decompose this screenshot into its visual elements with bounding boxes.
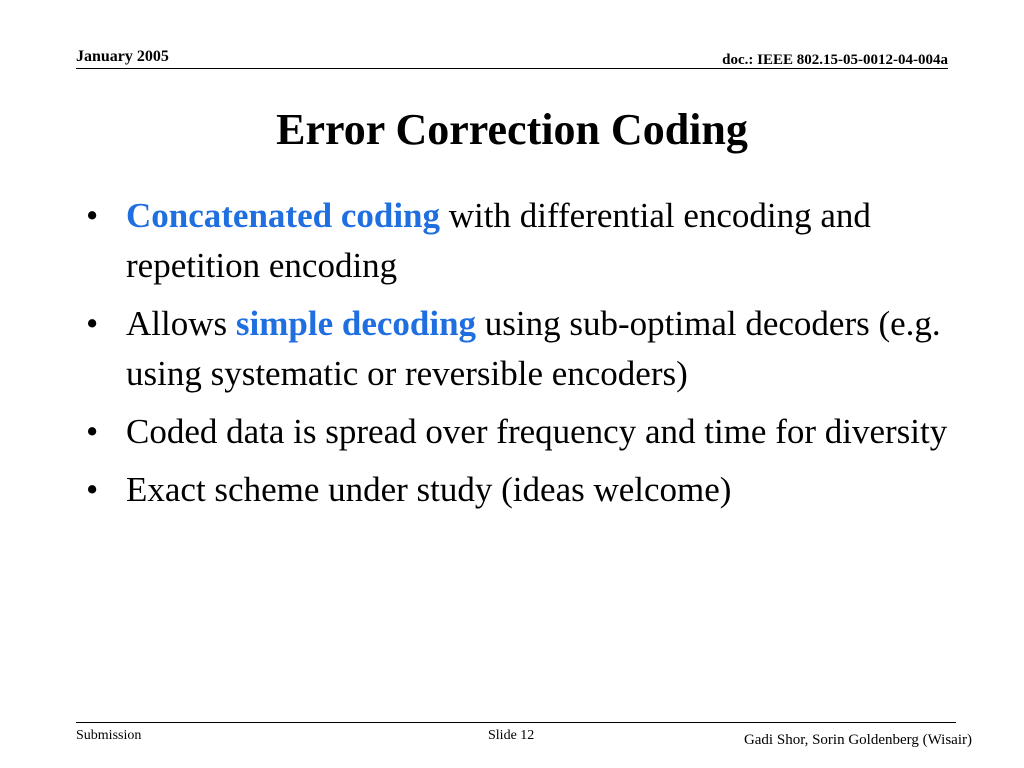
header-divider — [76, 68, 948, 69]
bullet-marker: • — [86, 412, 99, 451]
bullet-marker: • — [86, 470, 99, 509]
footer-slide-number: Slide 12 — [488, 728, 535, 743]
bullet-rest-text: with differential encoding and repetition encoding — [126, 196, 871, 285]
bullet-lead-text: Exact scheme under study (ideas welcome) — [126, 470, 732, 509]
bullet-lead-text: Coded data is spread over frequency and time for diversity — [126, 412, 948, 451]
header-doc-id: doc.: IEEE 802.15-05-0012-04-004a — [722, 52, 948, 68]
header-date: January 2005 — [76, 48, 169, 65]
footer-divider — [76, 722, 956, 723]
footer-submission: Submission — [76, 728, 142, 743]
bullet-highlight-text: Concatenated coding — [126, 196, 441, 235]
footer-authors: Gadi Shor, Sorin Goldenberg (Wisair) — [743, 732, 972, 748]
bullet-item — [86, 465, 966, 515]
bullet-rest-text: using sub-optimal decoders (e.g. using systematic or reversible encoders) — [126, 304, 941, 393]
bullet-item — [86, 191, 966, 291]
bullet-item — [86, 299, 966, 399]
bullet-item — [86, 407, 966, 457]
slide-title: Error Correction Coding — [276, 105, 748, 154]
bullet-marker: • — [86, 196, 99, 235]
bullet-list — [86, 191, 966, 523]
bullet-lead-text: Allows — [126, 304, 236, 343]
bullet-marker: • — [86, 304, 99, 343]
bullet-highlight-text: simple decoding — [235, 304, 477, 343]
